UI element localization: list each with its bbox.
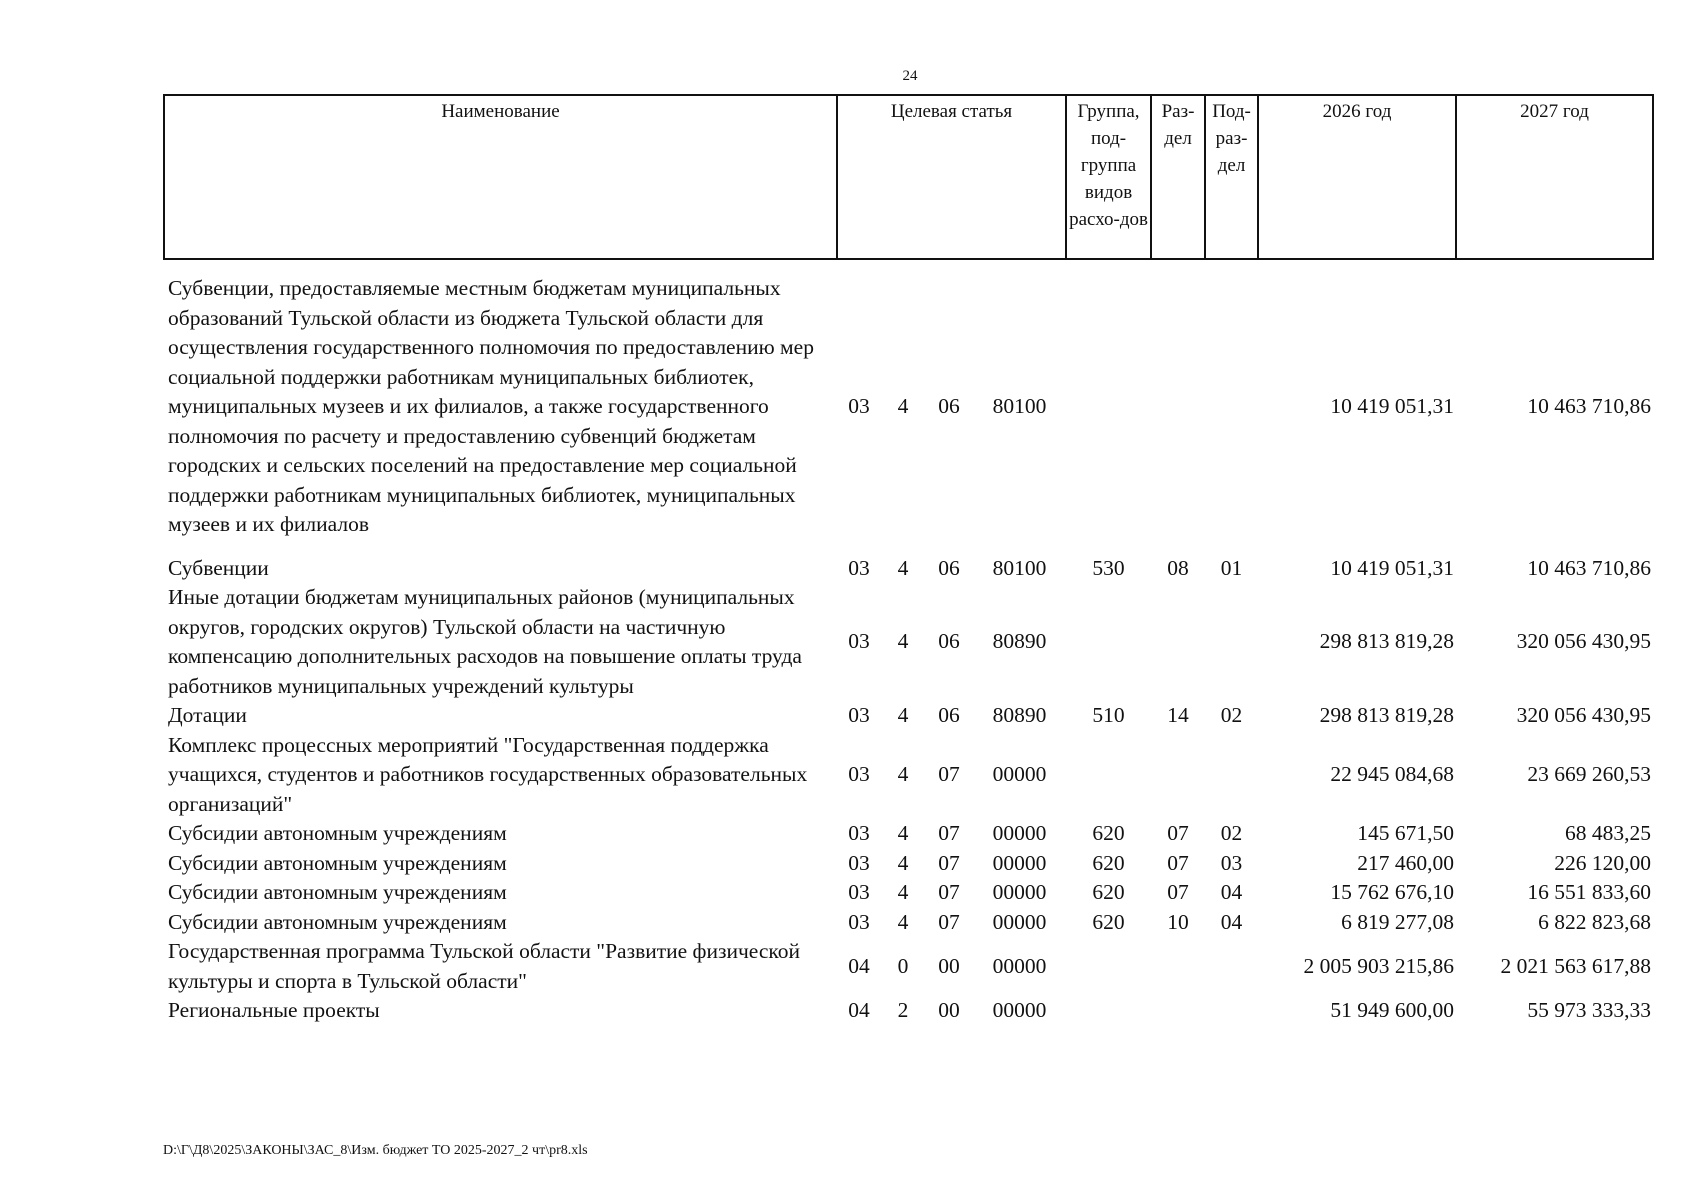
row-name: Субсидии автономным учреждениям (168, 880, 507, 904)
table-row (164, 554, 1653, 584)
target-code-subprogram: 4 (897, 850, 909, 875)
group-code: 620 (1092, 909, 1125, 934)
group-code (1066, 583, 1151, 701)
budget-table (163, 94, 1654, 1026)
row-name: Субсидии автономным учреждениям (168, 909, 507, 934)
target-code-event: 06 (938, 703, 960, 727)
subsection-code: 02 (1220, 821, 1243, 845)
target-code-direction: 00000 (992, 998, 1047, 1022)
subsection-code: 03 (1220, 850, 1243, 875)
table-row (164, 583, 1653, 701)
group-code (1066, 937, 1151, 996)
table-row (164, 849, 1653, 879)
target-code-subprogram: 4 (897, 880, 909, 904)
subsection-code (1205, 583, 1258, 701)
target-code-event: 06 (938, 555, 960, 580)
target-code-program: 04 (848, 953, 870, 978)
target-code-event: 07 (938, 909, 960, 934)
section-code: 07 (1167, 850, 1189, 875)
amount-2027: 10 463 710,86 (1527, 555, 1652, 580)
header-target: Целевая статья (837, 95, 1066, 259)
amount-2026: 217 460,00 (1357, 850, 1455, 875)
amount-2027: 23 669 260,53 (1527, 762, 1652, 786)
target-code-event: 06 (938, 629, 960, 654)
table-header (164, 95, 1653, 259)
row-name: Иные дотации бюджетам муниципальных районов (муниципальных округов, городских округов) Тульской области на частичную компенсацию дополнительных расходов на повышение оплаты труда работников муниципальных учреждений культуры (168, 585, 802, 698)
group-code (1066, 731, 1151, 820)
target-code-subprogram: 4 (897, 394, 909, 418)
amount-2026: 298 813 819,28 (1319, 629, 1455, 654)
row-name: Субвенции (168, 555, 269, 580)
amount-2026: 22 945 084,68 (1330, 762, 1455, 786)
target-code-subprogram: 4 (897, 821, 909, 845)
target-code-event: 00 (938, 998, 960, 1022)
amount-2026: 6 819 277,08 (1341, 909, 1455, 934)
group-code: 510 (1092, 703, 1125, 727)
subsection-code: 02 (1220, 703, 1243, 727)
section-code: 10 (1167, 909, 1189, 934)
amount-2027: 16 551 833,60 (1527, 880, 1652, 904)
amount-2026: 10 419 051,31 (1330, 555, 1455, 580)
row-name: Региональные проекты (168, 998, 380, 1022)
target-code-program: 04 (848, 998, 870, 1022)
table-row (164, 996, 1653, 1026)
row-name: Комплекс процессных мероприятий "Государственная поддержка учащихся, студентов и работников государственных образовательных организаций" (168, 732, 808, 816)
target-code-subprogram: 4 (897, 909, 909, 934)
amount-2026: 298 813 819,28 (1319, 703, 1455, 727)
section-code: 08 (1167, 555, 1189, 580)
target-code-event: 06 (938, 394, 960, 418)
target-code-direction: 00000 (992, 953, 1047, 978)
target-code-direction: 00000 (992, 821, 1047, 845)
amount-2026: 51 949 600,00 (1330, 998, 1455, 1022)
section-code: 07 (1167, 821, 1189, 845)
header-group: Группа, под-группа видов расхо-дов (1066, 95, 1151, 259)
section-code: 14 (1167, 703, 1189, 727)
section-code (1151, 996, 1205, 1026)
row-name: Государственная программа Тульской области "Развитие физической культуры и спорта в Тульской области" (168, 939, 801, 993)
section-code (1151, 937, 1205, 996)
subsection-code: 04 (1220, 880, 1243, 904)
subsection-code (1205, 259, 1258, 554)
target-code-direction: 80890 (992, 703, 1047, 727)
target-code-program: 03 (848, 850, 870, 875)
subsection-code (1205, 937, 1258, 996)
amount-2027: 68 483,25 (1565, 821, 1652, 845)
amount-2026: 15 762 676,10 (1330, 880, 1455, 904)
amount-2027: 55 973 333,33 (1527, 998, 1652, 1022)
row-name: Субсидии автономным учреждениям (168, 821, 507, 845)
row-name: Субвенции, предоставляемые местным бюджетам муниципальных образований Тульской области из бюджета Тульской области для осуществления государственного полномочия по предоставлению мер социальной поддержки работникам муниципальных библиотек, муниципальных музеев и их филиалов, а также государственного полномочия по расчету и предоставлению субвенций бюджетам городских и сельских поселений на предоставление мер социальной поддержки работникам муниципальных библиотек, муниципальных музеев и их филиалов (168, 276, 814, 536)
row-name: Дотации (168, 703, 247, 727)
target-code-program: 03 (848, 629, 870, 654)
group-code (1066, 996, 1151, 1026)
subsection-code (1205, 996, 1258, 1026)
target-code-program: 03 (848, 394, 870, 418)
table-row (164, 731, 1653, 820)
amount-2026: 10 419 051,31 (1330, 394, 1455, 418)
target-code-event: 07 (938, 762, 960, 786)
amount-2027: 6 822 823,68 (1538, 909, 1652, 934)
target-code-program: 03 (848, 555, 870, 580)
header-section: Раз-дел (1151, 95, 1205, 259)
table-row (164, 259, 1653, 554)
amount-2026: 2 005 903 215,86 (1303, 953, 1455, 978)
section-code: 07 (1167, 880, 1189, 904)
subsection-code (1205, 731, 1258, 820)
target-code-direction: 00000 (992, 880, 1047, 904)
target-code-program: 03 (848, 909, 870, 934)
group-code: 620 (1092, 850, 1125, 875)
target-code-subprogram: 4 (897, 629, 909, 654)
target-code-direction: 00000 (992, 850, 1047, 875)
group-code: 620 (1092, 821, 1125, 845)
amount-2027: 320 056 430,95 (1516, 703, 1652, 727)
header-2026: 2026 год (1258, 95, 1456, 259)
table-row (164, 937, 1653, 996)
amount-2027: 320 056 430,95 (1516, 629, 1652, 654)
group-code: 530 (1092, 555, 1125, 580)
target-code-event: 07 (938, 880, 960, 904)
target-code-event: 07 (938, 850, 960, 875)
target-code-program: 03 (848, 703, 870, 727)
target-code-direction: 00000 (992, 762, 1047, 786)
amount-2027: 2 021 563 617,88 (1500, 953, 1652, 978)
file-path-footer: D:\Г\Д8\2025\ЗАКОНЫ\ЗАС_8\Изм. бюджет ТО 2025-2027_2 чт\pr8.xls (163, 1143, 588, 1158)
amount-2027: 226 120,00 (1554, 850, 1652, 875)
target-code-program: 03 (848, 821, 870, 845)
section-code (1151, 583, 1205, 701)
amount-2026: 145 671,50 (1357, 821, 1455, 845)
amount-2027: 10 463 710,86 (1527, 394, 1652, 418)
target-code-direction: 00000 (992, 909, 1047, 934)
target-code-subprogram: 0 (897, 953, 909, 978)
target-code-subprogram: 2 (897, 998, 909, 1022)
table-row (164, 819, 1653, 849)
target-code-event: 07 (938, 821, 960, 845)
table-row (164, 878, 1653, 908)
row-name: Субсидии автономным учреждениям (168, 850, 507, 875)
target-code-subprogram: 4 (897, 703, 909, 727)
table-row (164, 701, 1653, 731)
section-code (1151, 259, 1205, 554)
header-subsection: Под-раз-дел (1205, 95, 1258, 259)
section-code (1151, 731, 1205, 820)
page-number: 24 (902, 68, 918, 84)
target-code-program: 03 (848, 762, 870, 786)
group-code: 620 (1092, 880, 1125, 904)
subsection-code: 01 (1220, 555, 1243, 580)
table-body (164, 259, 1653, 1026)
target-code-subprogram: 4 (897, 555, 909, 580)
target-code-direction: 80100 (992, 394, 1047, 418)
target-code-direction: 80100 (992, 555, 1047, 580)
header-2027: 2027 год (1456, 95, 1653, 259)
target-code-direction: 80890 (992, 629, 1047, 654)
table-row (164, 908, 1653, 938)
target-code-subprogram: 4 (897, 762, 909, 786)
target-code-program: 03 (848, 880, 870, 904)
target-code-event: 00 (938, 953, 960, 978)
header-name: Наименование (164, 95, 837, 259)
group-code (1066, 259, 1151, 554)
subsection-code: 04 (1220, 909, 1243, 934)
